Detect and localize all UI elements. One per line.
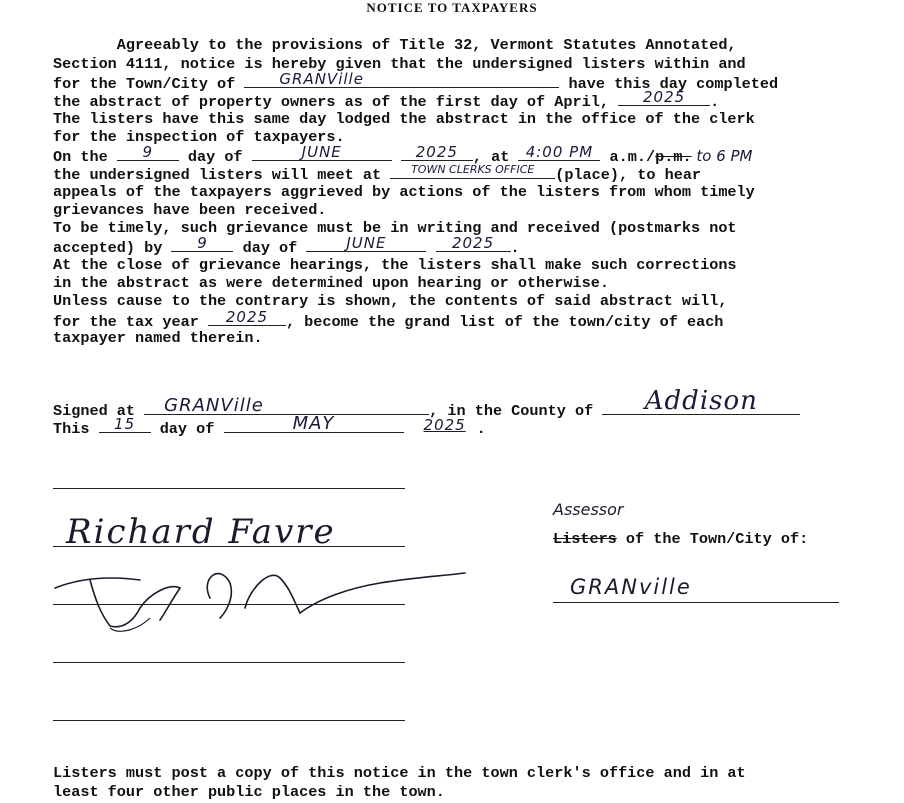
signed-place-field[interactable] <box>144 395 429 416</box>
signed-year-value: 2025 <box>423 416 466 434</box>
signed-year-field[interactable] <box>413 416 477 434</box>
signature-line-4[interactable] <box>53 662 405 663</box>
para-line-15: Unless cause to the contrary is shown, the contents of said abstract will, <box>53 292 728 310</box>
para-line-11: To be timely, such grievance must be in writing and received (postmarks not <box>53 219 737 237</box>
para-line-6: for the inspection of taxpayers. <box>53 128 345 146</box>
text: , at <box>472 148 519 166</box>
notice-title: NOTICE TO TAXPAYERS <box>366 0 538 15</box>
deadline-day-field[interactable] <box>171 234 233 252</box>
text: On the <box>53 148 117 166</box>
time-note: to 6 PM <box>696 147 753 165</box>
hearing-month-field[interactable] <box>252 143 392 161</box>
tax-year-field[interactable] <box>208 308 286 326</box>
para-line-2: Section 4111, notice is hereby given that the undersigned listers within and <box>53 55 746 73</box>
text: This <box>53 420 99 438</box>
signed-month-field[interactable] <box>224 413 404 434</box>
para-line-1: Agreeably to the provisions of Title 32, Vermont Statutes Annotated, <box>53 36 737 54</box>
pm-circled: p.m. <box>655 148 692 166</box>
deadline-year-value: 2025 <box>451 234 495 252</box>
text: accepted) by <box>53 239 172 257</box>
para-line-16 <box>53 308 724 331</box>
signed-place-value: GRANVille <box>164 395 264 416</box>
hearing-time-field[interactable] <box>518 143 600 161</box>
listers-word-struck: Listers <box>553 530 617 548</box>
signed-this-line <box>53 413 486 438</box>
hearing-time-value: 4:00 PM <box>525 143 594 161</box>
signature-line-5[interactable] <box>53 720 405 721</box>
text: , in the County of <box>429 402 603 420</box>
text: Signed at <box>53 402 145 420</box>
text: the abstract of property owners as of the first day of April, <box>53 93 619 111</box>
signature-line-1[interactable] <box>53 488 405 489</box>
text: , become the grand list of the town/city of each <box>285 313 724 331</box>
para-line-12 <box>53 234 520 257</box>
listers-label <box>553 530 808 548</box>
text: (place), to hear <box>555 166 702 184</box>
footer-note <box>53 764 746 802</box>
hearing-month-value: JUNE <box>301 143 342 161</box>
para-line-10: grievances have been received. <box>53 201 327 219</box>
county-field[interactable] <box>602 386 800 416</box>
april-year-field[interactable] <box>618 88 710 106</box>
deadline-month-field[interactable] <box>306 234 426 252</box>
signature-richard-favre: Richard Favre <box>66 512 336 552</box>
signed-month-value: MAY <box>292 413 335 434</box>
signature-scribble <box>50 558 470 638</box>
hearing-day-field[interactable] <box>117 143 179 161</box>
text: . <box>476 420 486 438</box>
para-line-8 <box>53 164 701 184</box>
text: for the tax year <box>53 313 208 331</box>
tax-year-value: 2025 <box>225 308 269 326</box>
text: have this day completed <box>559 75 779 93</box>
signed-day-value: 15 <box>114 415 136 433</box>
text: a.m./ <box>600 148 656 166</box>
para-line-17: taxpayer named therein. <box>53 329 263 347</box>
april-year-value: 2025 <box>642 88 686 106</box>
signed-day-field[interactable] <box>99 415 151 433</box>
town-field[interactable] <box>244 70 559 88</box>
text: for the Town/City of <box>53 75 245 93</box>
footer-line-1: Listers must post a copy of this notice in the town clerk's office and in at <box>53 764 746 782</box>
para-line-13: At the close of grievance hearings, the listers shall make such corrections <box>53 256 737 274</box>
para-line-4 <box>53 88 720 111</box>
para-line-14: in the abstract as were determined upon hearing or otherwise. <box>53 274 609 292</box>
para-line-5: The listers have this same day lodged the abstract in the office of the clerk <box>53 110 755 128</box>
assessor-note: Assessor <box>553 500 624 519</box>
county-value: Addison <box>644 386 758 416</box>
hearing-day-value: 9 <box>142 143 154 161</box>
hearing-year-field[interactable] <box>401 143 473 161</box>
hearing-year-value: 2025 <box>415 143 458 161</box>
town-value: GRANVille <box>279 70 364 88</box>
deadline-year-field[interactable] <box>436 234 511 252</box>
text: day of <box>150 420 224 438</box>
text: . <box>710 93 720 111</box>
deadline-month-value: JUNE <box>346 234 387 252</box>
text: day of <box>233 239 307 257</box>
text: day of <box>178 148 252 166</box>
text: . <box>510 239 520 257</box>
listers-town-value: GRANville <box>570 575 692 599</box>
deadline-day-value: 9 <box>197 234 208 252</box>
footer-line-2: least four other public places in the town. <box>53 783 445 801</box>
text: the undersigned listers will meet at <box>53 166 391 184</box>
para-line-9: appeals of the taxpayers aggrieved by actions of the listers from whom timely <box>53 183 755 201</box>
place-field[interactable] <box>390 164 555 179</box>
place-value: TOWN CLERKS OFFICE <box>411 163 535 176</box>
listers-town-line[interactable] <box>553 602 839 603</box>
text: of the Town/City of: <box>616 530 809 548</box>
